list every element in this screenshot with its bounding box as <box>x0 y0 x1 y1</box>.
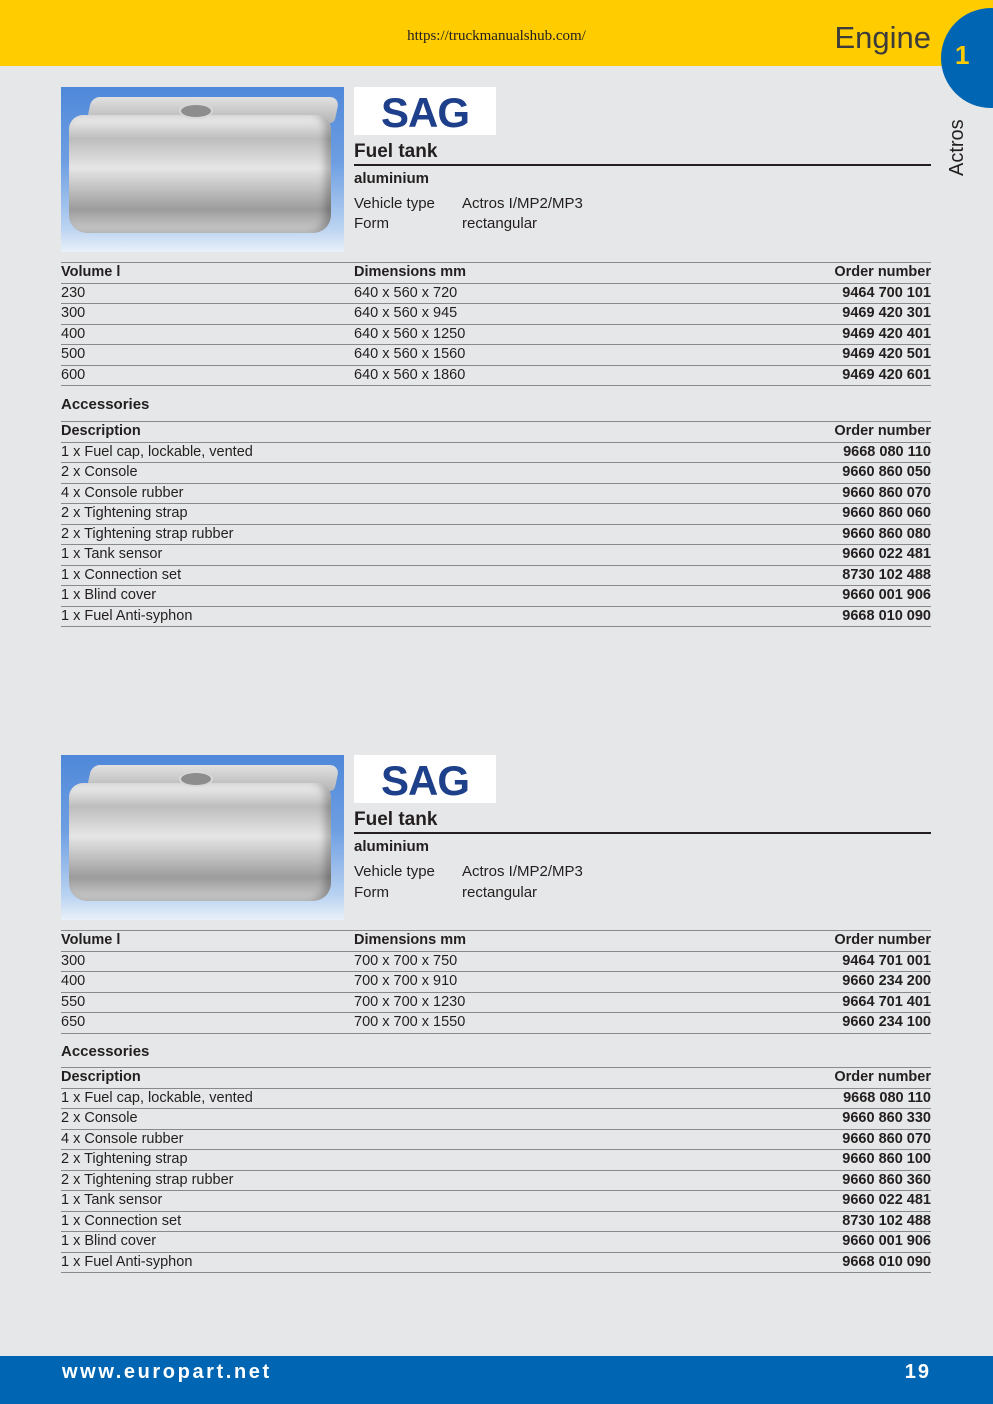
cell-volume: 550 <box>61 992 354 1013</box>
table-row <box>61 586 931 607</box>
accessories-table <box>61 421 931 627</box>
spec-key: Form <box>354 215 389 232</box>
cell-order-number: 9660 234 100 <box>664 1013 931 1034</box>
cell-description: 1 x Blind cover <box>61 586 639 607</box>
page-number: 19 <box>904 1361 931 1383</box>
cell-order-number: 9660 022 481 <box>639 1191 931 1212</box>
table-row <box>61 1150 931 1171</box>
col-order-number: Order number <box>664 263 931 284</box>
table-row <box>61 304 931 325</box>
cell-order-number: 9464 700 101 <box>664 283 931 304</box>
cell-dimensions: 700 x 700 x 1230 <box>354 992 664 1013</box>
product-title: Fuel tank <box>354 809 931 834</box>
table-row <box>61 463 931 484</box>
cell-order-number: 9660 860 050 <box>639 463 931 484</box>
cell-order-number: 9660 001 906 <box>639 586 931 607</box>
cell-order-number: 9464 701 001 <box>664 951 931 972</box>
table-row <box>61 504 931 525</box>
cell-order-number: 9660 234 200 <box>664 972 931 993</box>
tank-cap-shape <box>179 771 213 787</box>
col-volume: Volume l <box>61 263 354 284</box>
cell-description: 4 x Console rubber <box>61 483 639 504</box>
col-order-number: Order number <box>639 1068 931 1089</box>
cell-description: 1 x Tank sensor <box>61 1191 639 1212</box>
product-photo <box>61 87 344 252</box>
cell-order-number: 9469 420 601 <box>664 365 931 386</box>
website-link[interactable]: www.europart.net <box>62 1361 272 1383</box>
accessories-title: Accessories <box>61 1043 150 1060</box>
spec-vehicle-type <box>354 863 583 880</box>
cell-order-number: 9469 420 501 <box>664 345 931 366</box>
cell-order-number: 9668 010 090 <box>639 1252 931 1273</box>
product-title: Fuel tank <box>354 141 931 166</box>
brand-logo <box>354 87 496 135</box>
cell-description: 2 x Console <box>61 463 639 484</box>
cell-volume: 300 <box>61 304 354 325</box>
cell-volume: 400 <box>61 324 354 345</box>
col-description: Description <box>61 422 639 443</box>
cell-dimensions: 700 x 700 x 750 <box>354 951 664 972</box>
cell-description: 1 x Blind cover <box>61 1232 639 1253</box>
col-dimensions: Dimensions mm <box>354 931 664 952</box>
cell-order-number: 9660 860 060 <box>639 504 931 525</box>
cell-order-number: 9668 010 090 <box>639 606 931 627</box>
table-header-row <box>61 422 931 443</box>
cell-order-number: 9660 860 360 <box>639 1170 931 1191</box>
cell-description: 2 x Tightening strap rubber <box>61 524 639 545</box>
table-row <box>61 1252 931 1273</box>
cell-description: 1 x Fuel cap, lockable, vented <box>61 1088 639 1109</box>
cell-description: 1 x Connection set <box>61 565 639 586</box>
cell-description: 2 x Tightening strap <box>61 504 639 525</box>
cell-dimensions: 640 x 560 x 1860 <box>354 365 664 386</box>
cell-description: 1 x Connection set <box>61 1211 639 1232</box>
table-header-row <box>61 1068 931 1089</box>
table-row <box>61 1170 931 1191</box>
side-model-label: Actros <box>946 119 968 176</box>
table-row <box>61 442 931 463</box>
spec-vehicle-type <box>354 195 583 212</box>
table-row <box>61 1109 931 1130</box>
cell-dimensions: 700 x 700 x 1550 <box>354 1013 664 1034</box>
product-material: aluminium <box>354 838 430 855</box>
cell-order-number: 9668 080 110 <box>639 1088 931 1109</box>
cell-volume: 600 <box>61 365 354 386</box>
cell-dimensions: 640 x 560 x 720 <box>354 283 664 304</box>
cell-description: 4 x Console rubber <box>61 1129 639 1150</box>
table-row <box>61 1191 931 1212</box>
cell-order-number: 9660 001 906 <box>639 1232 931 1253</box>
cell-volume: 300 <box>61 951 354 972</box>
cell-dimensions: 700 x 700 x 910 <box>354 972 664 993</box>
table-row <box>61 1232 931 1253</box>
table-row <box>61 324 931 345</box>
table-row <box>61 1013 931 1034</box>
cell-description: 2 x Tightening strap rubber <box>61 1170 639 1191</box>
cell-dimensions: 640 x 560 x 945 <box>354 304 664 325</box>
cell-order-number: 9660 022 481 <box>639 545 931 566</box>
table-row <box>61 365 931 386</box>
cell-order-number: 9660 860 080 <box>639 524 931 545</box>
brand-logo-text: SAG <box>380 757 469 804</box>
cell-volume: 400 <box>61 972 354 993</box>
product-photo <box>61 755 344 920</box>
tank-cap-shape <box>179 103 213 119</box>
spec-value: Actros I/MP2/MP3 <box>462 863 583 880</box>
table-row <box>61 951 931 972</box>
table-row <box>61 345 931 366</box>
spec-key: Vehicle type <box>354 863 435 880</box>
tank-body-shape <box>69 115 331 233</box>
table-row <box>61 606 931 627</box>
spec-key: Vehicle type <box>354 195 435 212</box>
col-volume: Volume l <box>61 931 354 952</box>
table-row <box>61 283 931 304</box>
brand-logo <box>354 755 496 803</box>
brand-logo-text: SAG <box>380 89 469 136</box>
tank-body-shape <box>69 783 331 901</box>
cell-order-number: 9660 860 070 <box>639 1129 931 1150</box>
cell-order-number: 9469 420 401 <box>664 324 931 345</box>
section-title: Engine <box>834 20 931 55</box>
table-header-row <box>61 263 931 284</box>
spec-key: Form <box>354 884 389 901</box>
cell-description: 2 x Console <box>61 1109 639 1130</box>
table-row <box>61 483 931 504</box>
accessories-title: Accessories <box>61 396 150 413</box>
table-row <box>61 565 931 586</box>
cell-order-number: 9660 860 070 <box>639 483 931 504</box>
col-description: Description <box>61 1068 639 1089</box>
table-row <box>61 1129 931 1150</box>
col-order-number: Order number <box>639 422 931 443</box>
cell-description: 2 x Tightening strap <box>61 1150 639 1171</box>
spec-value: Actros I/MP2/MP3 <box>462 195 583 212</box>
spec-value: rectangular <box>462 884 538 901</box>
col-order-number: Order number <box>664 931 931 952</box>
cell-order-number: 9668 080 110 <box>639 442 931 463</box>
table-row <box>61 524 931 545</box>
table-row <box>61 992 931 1013</box>
table-row <box>61 972 931 993</box>
col-dimensions: Dimensions mm <box>354 263 664 284</box>
table-row <box>61 545 931 566</box>
variants-table <box>61 262 931 386</box>
cell-volume: 650 <box>61 1013 354 1034</box>
table-header-row <box>61 931 931 952</box>
cell-volume: 500 <box>61 345 354 366</box>
source-url[interactable]: https://truckmanualshub.com/ <box>407 28 586 44</box>
cell-description: 1 x Fuel Anti-syphon <box>61 1252 639 1273</box>
table-row <box>61 1211 931 1232</box>
cell-description: 1 x Fuel cap, lockable, vented <box>61 442 639 463</box>
variants-table <box>61 930 931 1034</box>
spec-form <box>354 215 537 232</box>
cell-order-number: 9660 860 100 <box>639 1150 931 1171</box>
cell-order-number: 8730 102 488 <box>639 565 931 586</box>
cell-order-number: 9664 701 401 <box>664 992 931 1013</box>
chapter-number: 1 <box>955 40 970 70</box>
accessories-table <box>61 1067 931 1273</box>
cell-volume: 230 <box>61 283 354 304</box>
cell-description: 1 x Fuel Anti-syphon <box>61 606 639 627</box>
cell-dimensions: 640 x 560 x 1250 <box>354 324 664 345</box>
product-material: aluminium <box>354 170 430 187</box>
table-row <box>61 1088 931 1109</box>
cell-order-number: 9469 420 301 <box>664 304 931 325</box>
cell-order-number: 9660 860 330 <box>639 1109 931 1130</box>
cell-dimensions: 640 x 560 x 1560 <box>354 345 664 366</box>
cell-order-number: 8730 102 488 <box>639 1211 931 1232</box>
spec-form <box>354 884 537 901</box>
spec-value: rectangular <box>462 215 538 232</box>
cell-description: 1 x Tank sensor <box>61 545 639 566</box>
